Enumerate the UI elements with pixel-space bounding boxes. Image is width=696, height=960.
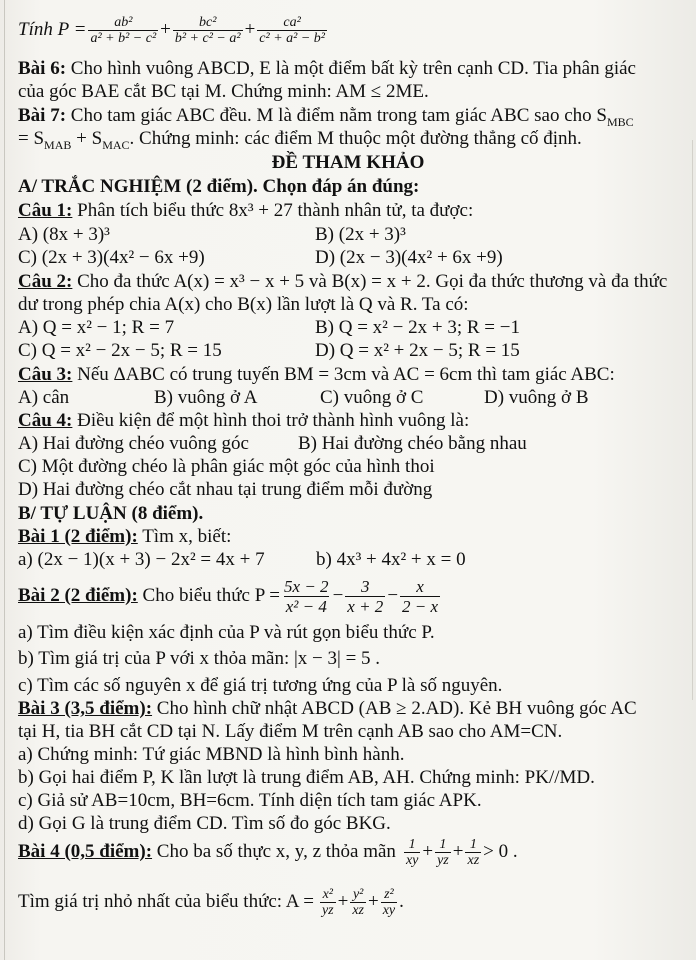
cau2-options-row2: C) Q = x² − 2x − 5; R = 15 D) Q = x² + 2x − 5; R = 15 — [18, 340, 520, 361]
bai3-question-1: Bài 3 (3,5 điểm): Cho hình chữ nhật ABCD (AB ≥ 2.AD). Kẻ BH vuông góc AC — [18, 698, 637, 719]
fraction: $\frac{1}{xz}$ — [467, 836, 480, 868]
bai3-question-2: tại H, tia BH cắt CD tại N. Lấy điểm M trên cạnh AB sao cho AM=CN. — [18, 721, 563, 742]
bai2-part-c: c) Tìm các số nguyên x để giá trị tương ứng của P là số nguyên. — [18, 675, 503, 696]
page-margin-line — [4, 0, 5, 960]
fraction: $\frac{\text{x²}}{yz}$ — [321, 886, 334, 918]
cau4-option-d: D) Hai đường chéo cắt nhau tại trung điểm mỗi đường — [18, 479, 433, 500]
fraction: $\frac{\text{ab²}}{\text{a² + b² − c²}}$ — [90, 14, 157, 46]
bai3-part-b: b) Gọi hai điểm P, K lần lượt là trung điểm AB, AH. Chứng minh: PK//MD. — [18, 767, 595, 788]
bai3-part-d: d) Gọi G là trung điểm CD. Tìm số đo góc BKG. — [18, 813, 391, 834]
cau4-options-row1: A) Hai đường chéo vuông góc B) Hai đường chéo bằng nhau — [18, 433, 527, 454]
cau1-question: Câu 1: Phân tích biểu thức 8x³ + 27 thành nhân tử, ta được: — [18, 200, 474, 221]
bai4-expression: Tìm giá trị nhỏ nhất của biểu thức: A = $\frac{\text{x²}}{yz}$ + $\frac{\text{y²}}{xz}$ + $\frac{\text{z²}}{xy}$ . — [18, 886, 404, 918]
fraction: $\frac{\text{z²}}{xy}$ — [382, 886, 396, 918]
cau2-options-row1: A) Q = x² − 1; R = 7 B) Q = x² − 2x + 3; R = −1 — [18, 317, 520, 338]
fraction: $\frac{1}{yz}$ — [437, 836, 449, 868]
bai3-part-c: c) Giả sử AB=10cm, BH=6cm. Tính diện tích tam giác APK. — [18, 790, 482, 811]
bai7-line-1: Bài 7: Cho tam giác ABC đều. M là điểm nằm trong tam giác ABC sao cho $S_{MBC}$ — [18, 105, 634, 129]
bai2-question: Bài 2 (2 điểm): Cho biểu thức P = $\frac{5x - 2}{\text{x² − 4}}$ − $\frac{3}{x + 2}$ − $\frac{x}{2 - x}$ — [18, 576, 439, 616]
fraction: $\frac{3}{x + 2}$ — [347, 576, 384, 616]
page-title: ĐỀ THAM KHẢO — [271, 152, 425, 173]
bai6-line-1: Bài 6: Cho hình vuông ABCD, E là một điểm bất kỳ trên cạnh CD. Tia phân giác — [18, 58, 636, 79]
bai2-part-a: a) Tìm điều kiện xác định của P và rút gọn biểu thức P. — [18, 622, 435, 643]
fraction: $\frac{5x - 2}{\text{x² − 4}}$ — [284, 576, 329, 616]
bai4-question: Bài 4 (0,5 điểm): Cho ba số thực x, y, z thỏa mãn $\frac{1}{xy}$ + $\frac{1}{yz}$ + $\frac{1}{xz}$ > 0 . — [18, 836, 518, 868]
page-edge-line — [692, 140, 693, 700]
section-b-title: B/ TỰ LUẬN (8 điểm). — [18, 503, 204, 524]
cau3-options: A) cân B) vuông ở A C) vuông ở C D) vuông ở B — [18, 387, 589, 408]
formula-p: Tính P = $\frac{\text{ab²}}{\text{a² + b² − c²}}$ + $\frac{\text{bc²}}{\text{b² + c² − a²}}$ + $\frac{\text{ca²}}{\text{c² + a² − b²}}$ — [18, 14, 325, 46]
section-a-title: A/ TRẮC NGHIỆM (2 điểm). Chọn đáp án đúng: — [18, 176, 420, 197]
fraction: $\frac{\text{y²}}{xz}$ — [352, 886, 364, 918]
cau1-options-row2: C) (2x + 3)(4x² − 6x +9) D) (2x − 3)(4x² + 6x +9) — [18, 247, 503, 268]
bai6-line-2: của góc BAE cắt BC tại M. Chứng minh: AM ≤ 2ME. — [18, 81, 429, 102]
cau1-options-row1: A) (8x + 3)³ B) (2x + 3)³ — [18, 224, 406, 245]
cau2-question-2: dư trong phép chia A(x) cho B(x) lần lượt là Q và R. Ta có: — [18, 294, 469, 315]
formula-label: Tính P = — [18, 19, 87, 40]
fraction: $\frac{1}{xy}$ — [405, 836, 419, 868]
cau2-question-1: Câu 2: Cho đa thức A(x) = x³ − x + 5 và B(x) = x + 2. Gọi đa thức thương và đa thức — [18, 271, 668, 292]
bai1-parts: a) (2x − 1)(x + 3) − 2x² = 4x + 7 b) 4x³ + 4x² + x = 0 — [18, 549, 466, 570]
bai7-line-2: = $S_{MAB} + S_{MAC}$. Chứng minh: các điểm M thuộc một đường thẳng cố định. — [18, 128, 582, 152]
bai3-part-a: a) Chứng minh: Tứ giác MBND là hình bình hành. — [18, 744, 405, 765]
fraction: $\frac{\text{bc²}}{\text{b² + c² − a²}}$ — [174, 14, 241, 46]
cau4-option-c: C) Một đường chéo là phân giác một góc của hình thoi — [18, 456, 435, 477]
fraction: $\frac{\text{ca²}}{\text{c² + a² − b²}}$ — [259, 14, 325, 46]
bai1-question: Bài 1 (2 điểm): Tìm x, biết: — [18, 526, 232, 547]
cau4-question: Câu 4: Điều kiện để một hình thoi trở thành hình vuông là: — [18, 410, 470, 431]
fraction: $\frac{x}{2 - x}$ — [402, 576, 439, 616]
cau3-question: Câu 3: Nếu ΔABC có trung tuyến BM = 3cm và AC = 6cm thì tam giác ABC: — [18, 364, 615, 385]
bai2-part-b: b) Tìm giá trị của P với x thỏa mãn: |x − 3| = 5 . — [18, 648, 381, 669]
